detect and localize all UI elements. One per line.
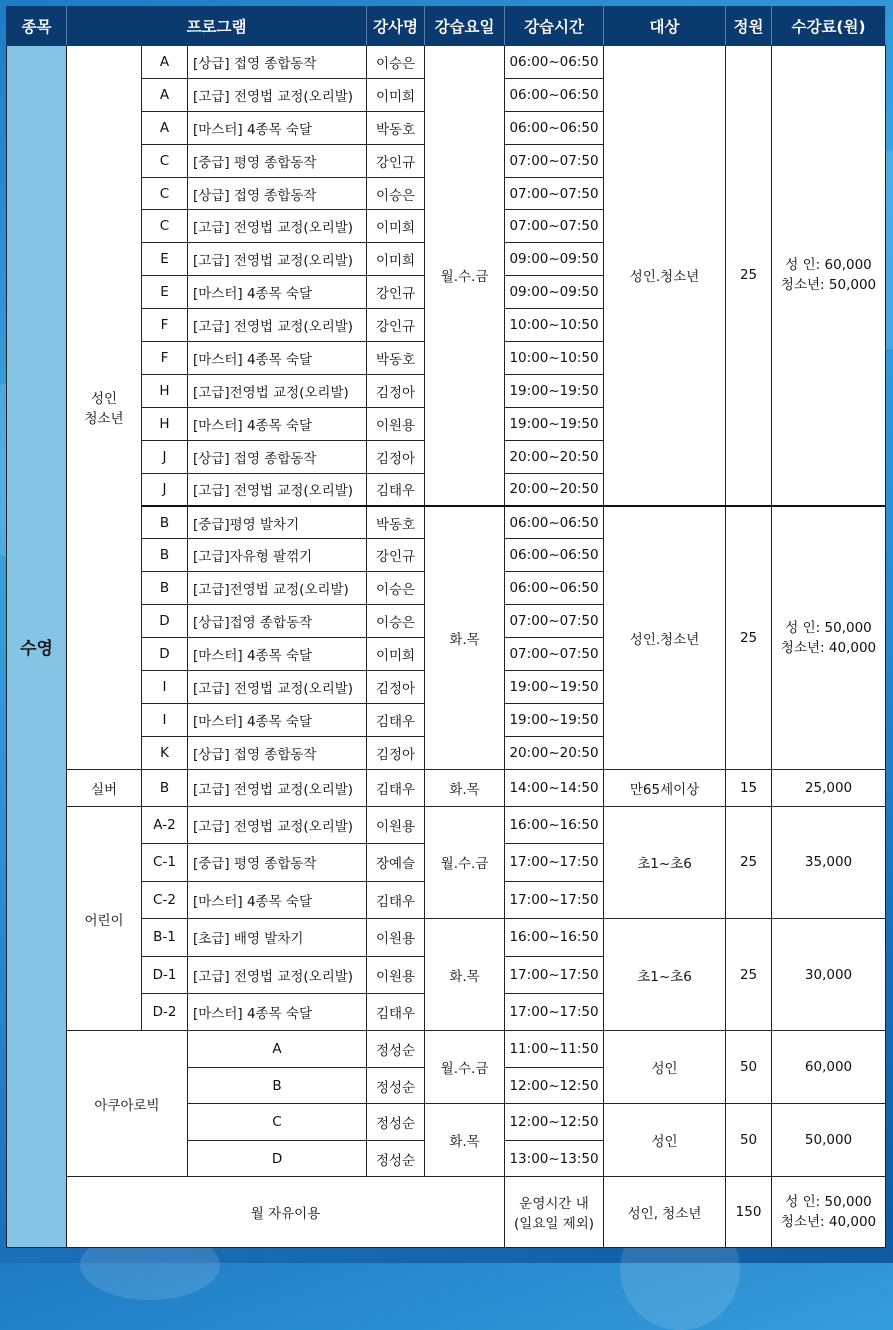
instructor-name: 김태우 — [367, 473, 425, 506]
group-label: 실버 — [67, 769, 142, 806]
program-name: [고급] 전영법 교정(오리발) — [188, 473, 367, 506]
class-code: C — [142, 144, 188, 177]
time-cell: 12:00~12:50 — [505, 1067, 604, 1104]
instructor-name: 이미희 — [367, 210, 425, 243]
text-line: 운영시간 내 — [519, 1196, 589, 1213]
class-code: B — [142, 539, 188, 572]
instructor-name: 김정아 — [367, 374, 425, 407]
class-code: D-2 — [142, 993, 188, 1030]
class-code: B-1 — [142, 919, 188, 956]
program-name: [고급]자유형 팔꺾기 — [188, 539, 367, 572]
program-name: [고급] 전영법 교정(오리발) — [188, 956, 367, 993]
instructor-name: 장예슬 — [367, 844, 425, 881]
instructor-name: 이미희 — [367, 78, 425, 111]
fee-cell: 30,000 — [772, 919, 886, 1031]
group-label — [67, 46, 142, 770]
class-code: A-2 — [142, 806, 188, 843]
instructor-name: 강인규 — [367, 309, 425, 342]
table-row — [7, 46, 886, 79]
time-cell: 06:00~06:50 — [505, 572, 604, 605]
program-name: [초급] 배영 발차기 — [188, 919, 367, 956]
text-line: (일요일 제외) — [514, 1216, 595, 1233]
class-code: A — [142, 46, 188, 79]
header-fee: 수강료(원) — [772, 7, 886, 46]
instructor-name: 강인규 — [367, 276, 425, 309]
program-name: [고급] 전영법 교정(오리발) — [188, 210, 367, 243]
program-name: [고급] 전영법 교정(오리발) — [188, 806, 367, 843]
header-capacity: 정원 — [726, 7, 772, 46]
class-code: C — [188, 1104, 367, 1141]
program-name: [상급]접영 종합동작 — [188, 605, 367, 638]
time-cell: 07:00~07:50 — [505, 210, 604, 243]
instructor-name: 강인규 — [367, 144, 425, 177]
time-cell: 19:00~19:50 — [505, 374, 604, 407]
capacity-cell: 25 — [726, 806, 772, 918]
time-cell: 09:00~09:50 — [505, 243, 604, 276]
fee-cell — [772, 1177, 886, 1248]
program-name: [중급] 평영 종합동작 — [188, 844, 367, 881]
days-cell: 월.수.금 — [425, 1031, 505, 1104]
target-cell: 성인 — [604, 1031, 726, 1104]
time-cell: 20:00~20:50 — [505, 440, 604, 473]
program-name: [마스터] 4종목 숙달 — [188, 993, 367, 1030]
target-cell: 성인, 청소년 — [604, 1177, 726, 1248]
instructor-name: 이승은 — [367, 605, 425, 638]
class-code: C — [142, 177, 188, 210]
instructor-name: 정성순 — [367, 1140, 425, 1177]
time-cell: 16:00~16:50 — [505, 806, 604, 843]
instructor-name: 이원용 — [367, 806, 425, 843]
group-label: 월 자유이용 — [67, 1177, 505, 1248]
days-cell: 화.목 — [425, 1104, 505, 1177]
program-name: [마스터] 4종목 숙달 — [188, 111, 367, 144]
program-name: [중급] 평영 종합동작 — [188, 144, 367, 177]
instructor-name: 이원용 — [367, 956, 425, 993]
fee-line: 성 인: 60,000 — [785, 257, 872, 274]
program-name: [고급] 전영법 교정(오리발) — [188, 78, 367, 111]
instructor-name: 김태우 — [367, 881, 425, 918]
text-line: 청소년 — [84, 411, 124, 428]
class-code: E — [142, 243, 188, 276]
class-code: I — [142, 703, 188, 736]
program-name: [마스터] 4종목 숙달 — [188, 276, 367, 309]
time-cell: 06:00~06:50 — [505, 78, 604, 111]
capacity-cell: 25 — [726, 46, 772, 506]
days-cell: 월.수.금 — [425, 46, 505, 506]
fee-line: 청소년: 50,000 — [780, 277, 877, 294]
program-name: [중급]평영 발차기 — [188, 506, 367, 539]
class-code: I — [142, 670, 188, 703]
time-cell: 09:00~09:50 — [505, 276, 604, 309]
target-cell: 성인 — [604, 1104, 726, 1177]
time-cell: 07:00~07:50 — [505, 144, 604, 177]
time-cell: 17:00~17:50 — [505, 844, 604, 881]
program-name: [고급] 전영법 교정(오리발) — [188, 670, 367, 703]
class-code: C-1 — [142, 844, 188, 881]
time-cell: 19:00~19:50 — [505, 703, 604, 736]
sport-cell: 수영 — [7, 46, 67, 1248]
class-code: H — [142, 407, 188, 440]
fee-cell: 60,000 — [772, 1031, 886, 1104]
class-code: D — [142, 605, 188, 638]
fee-cell: 35,000 — [772, 806, 886, 918]
class-code: B — [142, 769, 188, 806]
schedule-table — [6, 6, 886, 1248]
header-program: 프로그램 — [67, 7, 367, 46]
program-name: [상급] 접영 종합동작 — [188, 177, 367, 210]
capacity-cell: 50 — [726, 1031, 772, 1104]
class-code: J — [142, 473, 188, 506]
class-code: D — [142, 638, 188, 671]
class-code: B — [188, 1067, 367, 1104]
program-name: [고급]전영법 교정(오리발) — [188, 374, 367, 407]
class-code: D-1 — [142, 956, 188, 993]
instructor-name: 정성순 — [367, 1104, 425, 1141]
instructor-name: 박동호 — [367, 111, 425, 144]
fee-line: 청소년: 40,000 — [780, 639, 877, 656]
class-code: A — [142, 78, 188, 111]
table-row — [7, 769, 886, 806]
header-target: 대상 — [604, 7, 726, 46]
fee-line: 청소년: 40,000 — [780, 1214, 877, 1231]
group-label: 아쿠아로빅 — [67, 1031, 188, 1177]
time-cell — [505, 1177, 604, 1248]
instructor-name: 이원용 — [367, 919, 425, 956]
group-label: 어린이 — [67, 806, 142, 1031]
instructor-name: 이원용 — [367, 407, 425, 440]
program-name: [마스터] 4종목 숙달 — [188, 703, 367, 736]
time-cell: 20:00~20:50 — [505, 736, 604, 769]
time-cell: 06:00~06:50 — [505, 46, 604, 79]
instructor-name: 김정아 — [367, 670, 425, 703]
time-cell: 19:00~19:50 — [505, 407, 604, 440]
instructor-name: 이미희 — [367, 243, 425, 276]
target-cell: 성인.청소년 — [604, 506, 726, 769]
table-row — [7, 806, 886, 843]
program-name: [상급] 접영 종합동작 — [188, 736, 367, 769]
program-name: [고급] 전영법 교정(오리발) — [188, 309, 367, 342]
fee-line: 성 인: 50,000 — [785, 1193, 872, 1210]
time-cell: 07:00~07:50 — [505, 177, 604, 210]
time-cell: 16:00~16:50 — [505, 919, 604, 956]
fee-cell — [772, 46, 886, 506]
class-code: A — [188, 1031, 367, 1068]
program-name: [고급] 전영법 교정(오리발) — [188, 243, 367, 276]
header-instructor: 강사명 — [367, 7, 425, 46]
program-name: [고급] 전영법 교정(오리발) — [188, 769, 367, 806]
instructor-name: 정성순 — [367, 1067, 425, 1104]
time-cell: 11:00~11:50 — [505, 1031, 604, 1068]
target-cell: 초1~초6 — [604, 806, 726, 918]
instructor-name: 이승은 — [367, 177, 425, 210]
capacity-cell: 150 — [726, 1177, 772, 1248]
instructor-name: 박동호 — [367, 506, 425, 539]
time-cell: 10:00~10:50 — [505, 342, 604, 375]
fee-cell — [772, 506, 886, 769]
class-code: H — [142, 374, 188, 407]
capacity-cell: 15 — [726, 769, 772, 806]
time-cell: 07:00~07:50 — [505, 638, 604, 671]
time-cell: 06:00~06:50 — [505, 111, 604, 144]
instructor-name: 김태우 — [367, 703, 425, 736]
time-cell: 19:00~19:50 — [505, 670, 604, 703]
class-code: C — [142, 210, 188, 243]
program-name: [마스터] 4종목 숙달 — [188, 881, 367, 918]
class-code: D — [188, 1140, 367, 1177]
class-code: C-2 — [142, 881, 188, 918]
time-cell: 10:00~10:50 — [505, 309, 604, 342]
header-row — [7, 7, 886, 46]
days-cell: 화.목 — [425, 919, 505, 1031]
instructor-name: 김태우 — [367, 993, 425, 1030]
instructor-name: 정성순 — [367, 1031, 425, 1068]
class-code: K — [142, 736, 188, 769]
time-cell: 07:00~07:50 — [505, 605, 604, 638]
target-cell: 초1~초6 — [604, 919, 726, 1031]
time-cell: 13:00~13:50 — [505, 1140, 604, 1177]
time-cell: 17:00~17:50 — [505, 956, 604, 993]
class-code: B — [142, 572, 188, 605]
days-cell: 화.목 — [425, 506, 505, 769]
time-cell: 17:00~17:50 — [505, 881, 604, 918]
instructor-name: 이승은 — [367, 572, 425, 605]
instructor-name: 이승은 — [367, 46, 425, 79]
header-sport: 종목 — [7, 7, 67, 46]
time-cell: 14:00~14:50 — [505, 769, 604, 806]
fee-cell: 25,000 — [772, 769, 886, 806]
days-cell: 화.목 — [425, 769, 505, 806]
time-cell: 12:00~12:50 — [505, 1104, 604, 1141]
fee-cell: 50,000 — [772, 1104, 886, 1177]
time-cell: 20:00~20:50 — [505, 473, 604, 506]
header-time: 강습시간 — [505, 7, 604, 46]
time-cell: 17:00~17:50 — [505, 993, 604, 1030]
table-row — [7, 1031, 886, 1068]
target-cell: 만65세이상 — [604, 769, 726, 806]
class-code: A — [142, 111, 188, 144]
fee-line: 성 인: 50,000 — [785, 619, 872, 636]
instructor-name: 김태우 — [367, 769, 425, 806]
time-cell: 06:00~06:50 — [505, 539, 604, 572]
capacity-cell: 25 — [726, 506, 772, 769]
program-name: [마스터] 4종목 숙달 — [188, 407, 367, 440]
instructor-name: 김정아 — [367, 736, 425, 769]
instructor-name: 강인규 — [367, 539, 425, 572]
class-code: F — [142, 309, 188, 342]
program-name: [상급] 접영 종합동작 — [188, 440, 367, 473]
class-code: E — [142, 276, 188, 309]
text-line: 성인 — [90, 391, 118, 408]
program-name: [상급] 접영 종합동작 — [188, 46, 367, 79]
program-name: [마스터] 4종목 숙달 — [188, 638, 367, 671]
table-row — [7, 1177, 886, 1248]
class-code: B — [142, 506, 188, 539]
days-cell: 월.수.금 — [425, 806, 505, 918]
target-cell: 성인.청소년 — [604, 46, 726, 506]
instructor-name: 김정아 — [367, 440, 425, 473]
instructor-name: 박동호 — [367, 342, 425, 375]
schedule-body — [7, 46, 886, 1248]
program-name: [고급]전영법 교정(오리발) — [188, 572, 367, 605]
class-code: F — [142, 342, 188, 375]
instructor-name: 이미희 — [367, 638, 425, 671]
header-days: 강습요일 — [425, 7, 505, 46]
class-code: J — [142, 440, 188, 473]
capacity-cell: 25 — [726, 919, 772, 1031]
program-name: [마스터] 4종목 숙달 — [188, 342, 367, 375]
capacity-cell: 50 — [726, 1104, 772, 1177]
time-cell: 06:00~06:50 — [505, 506, 604, 539]
